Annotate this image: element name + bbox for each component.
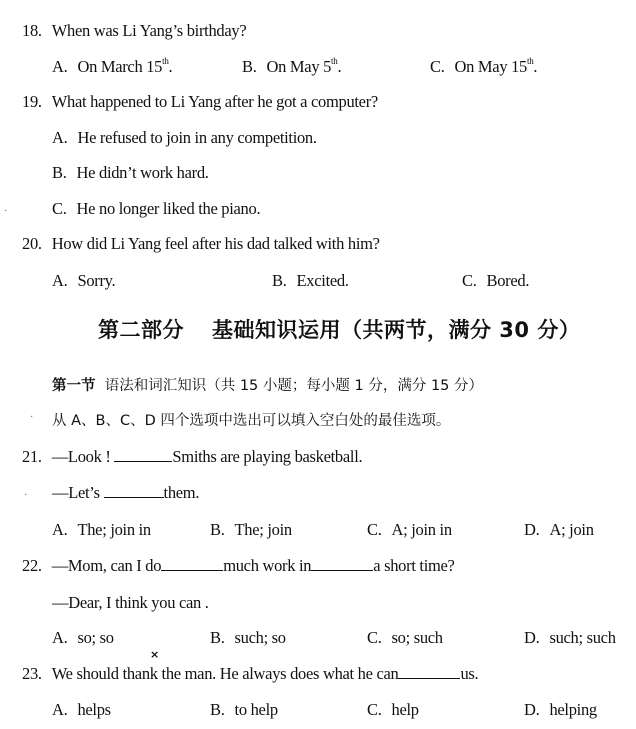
question-text: We should thank the man. He always does what he can	[51, 664, 399, 683]
option-text: Excited.	[296, 271, 349, 290]
answer-blank	[311, 556, 373, 571]
option-letter: A.	[52, 128, 68, 147]
option-text: so; such	[391, 628, 443, 647]
question-19	[22, 92, 378, 112]
option-letter: C.	[367, 700, 382, 719]
question-text: —Look !	[51, 447, 111, 466]
question-text: Smiths are playing basketball.	[172, 447, 363, 466]
option-letter: C.	[367, 520, 382, 539]
q18-option-b	[242, 57, 341, 77]
option-letter: B.	[242, 57, 257, 76]
q18-option-a	[52, 57, 172, 77]
section-name: 第一节	[52, 378, 96, 394]
question-text: When was Li Yang’s birthday?	[51, 21, 247, 40]
question-number: 19.	[22, 92, 42, 111]
option-text: The; join	[234, 520, 292, 539]
option-text: On May 5	[266, 57, 332, 76]
section-description: 语法和词汇知识（共 15 小题；每小题 1 分，满分 15 分）	[104, 378, 483, 394]
q22-option-c	[367, 628, 443, 648]
q23-option-b	[210, 700, 278, 720]
option-letter: B.	[210, 700, 225, 719]
option-text: He refused to join in any competition.	[77, 128, 317, 147]
q20-option-c	[462, 271, 529, 291]
q19-option-a	[52, 128, 317, 148]
option-sup: th	[162, 56, 169, 66]
option-letter: D.	[524, 628, 540, 647]
question-number: 20.	[22, 234, 42, 253]
q21-option-c	[367, 520, 452, 540]
scan-speck: ·	[4, 206, 8, 217]
question-18	[22, 21, 246, 41]
question-text: them.	[163, 483, 200, 502]
q22-option-a	[52, 628, 114, 648]
option-end: .	[337, 57, 342, 76]
question-text: How did Li Yang feel after his dad talked with him?	[51, 234, 380, 253]
option-letter: A.	[52, 628, 68, 647]
option-sup: th	[331, 56, 338, 66]
scan-speck: ·	[24, 490, 28, 501]
q21-option-b	[210, 520, 292, 540]
option-letter: D.	[524, 520, 540, 539]
option-letter: A.	[52, 520, 68, 539]
question-number: 23.	[22, 664, 42, 683]
option-letter: D.	[524, 700, 540, 719]
option-letter: C.	[430, 57, 445, 76]
option-text: such; such	[549, 628, 616, 647]
option-text: A; join in	[391, 520, 452, 539]
part-two-subtitle: 基础知识运用（共两节，满分 30 分）	[212, 318, 581, 342]
option-letter: A.	[52, 700, 68, 719]
q22-option-b	[210, 628, 286, 648]
option-letter: C.	[462, 271, 477, 290]
section-instruction: 从 A、B、C、D 四个选项中选出可以填入空白处的最佳选项。	[52, 413, 451, 429]
option-text: to help	[234, 700, 278, 719]
question-text: a short time?	[373, 556, 455, 575]
option-text: A; join	[549, 520, 594, 539]
option-letter: B.	[210, 628, 225, 647]
option-text: helps	[77, 700, 111, 719]
question-21	[22, 447, 362, 467]
question-20	[22, 234, 380, 254]
question-number: 21.	[22, 447, 42, 466]
option-text: The; join in	[77, 520, 151, 539]
option-text: On May 15	[454, 57, 527, 76]
question-21-line-2	[52, 483, 199, 503]
option-letter: B.	[52, 163, 67, 182]
option-letter: B.	[210, 520, 225, 539]
scan-speck: ·	[30, 412, 34, 423]
option-letter: B.	[272, 271, 287, 290]
question-text: What happened to Li Yang after he got a computer?	[51, 92, 378, 111]
q22-option-d	[524, 628, 616, 648]
question-text: —Let’s	[52, 483, 100, 502]
option-text: He didn’t work hard.	[76, 163, 209, 182]
question-text: us.	[460, 664, 479, 683]
option-end: .	[533, 57, 538, 76]
option-letter: C.	[367, 628, 382, 647]
section-one-header	[52, 374, 483, 395]
option-text: On March 15	[77, 57, 163, 76]
question-number: 22.	[22, 556, 42, 575]
question-22	[22, 556, 455, 576]
q20-option-b	[272, 271, 349, 291]
answer-blank	[104, 483, 164, 498]
q23-option-d	[524, 700, 597, 720]
q19-option-b	[52, 163, 209, 183]
q23-option-a	[52, 700, 111, 720]
option-sup: th	[527, 56, 534, 66]
part-two-title	[98, 314, 580, 344]
cross-mark-icon: ×	[150, 648, 160, 661]
q18-option-c	[430, 57, 537, 77]
q21-option-d	[524, 520, 594, 540]
option-text: such; so	[234, 628, 286, 647]
option-letter: A.	[52, 271, 68, 290]
option-text: Sorry.	[77, 271, 116, 290]
question-text: —Mom, can I do	[51, 556, 162, 575]
part-two-label: 第二部分	[98, 318, 184, 342]
question-number: 18.	[22, 21, 42, 40]
option-text: so; so	[77, 628, 114, 647]
option-text: Bored.	[486, 271, 530, 290]
question-22-line-2: —Dear, I think you can .	[52, 593, 209, 612]
q19-option-c	[52, 199, 260, 219]
option-letter: A.	[52, 57, 68, 76]
option-letter: C.	[52, 199, 67, 218]
q23-option-c	[367, 700, 419, 720]
option-end: .	[168, 57, 173, 76]
option-text: helping	[549, 700, 597, 719]
q21-option-a	[52, 520, 151, 540]
answer-blank	[161, 556, 223, 571]
q20-option-a	[52, 271, 115, 291]
question-23	[22, 664, 478, 684]
answer-blank	[114, 447, 172, 462]
option-text: He no longer liked the piano.	[76, 199, 261, 218]
question-text: much work in	[223, 556, 312, 575]
option-text: help	[391, 700, 419, 719]
answer-blank	[398, 664, 460, 679]
